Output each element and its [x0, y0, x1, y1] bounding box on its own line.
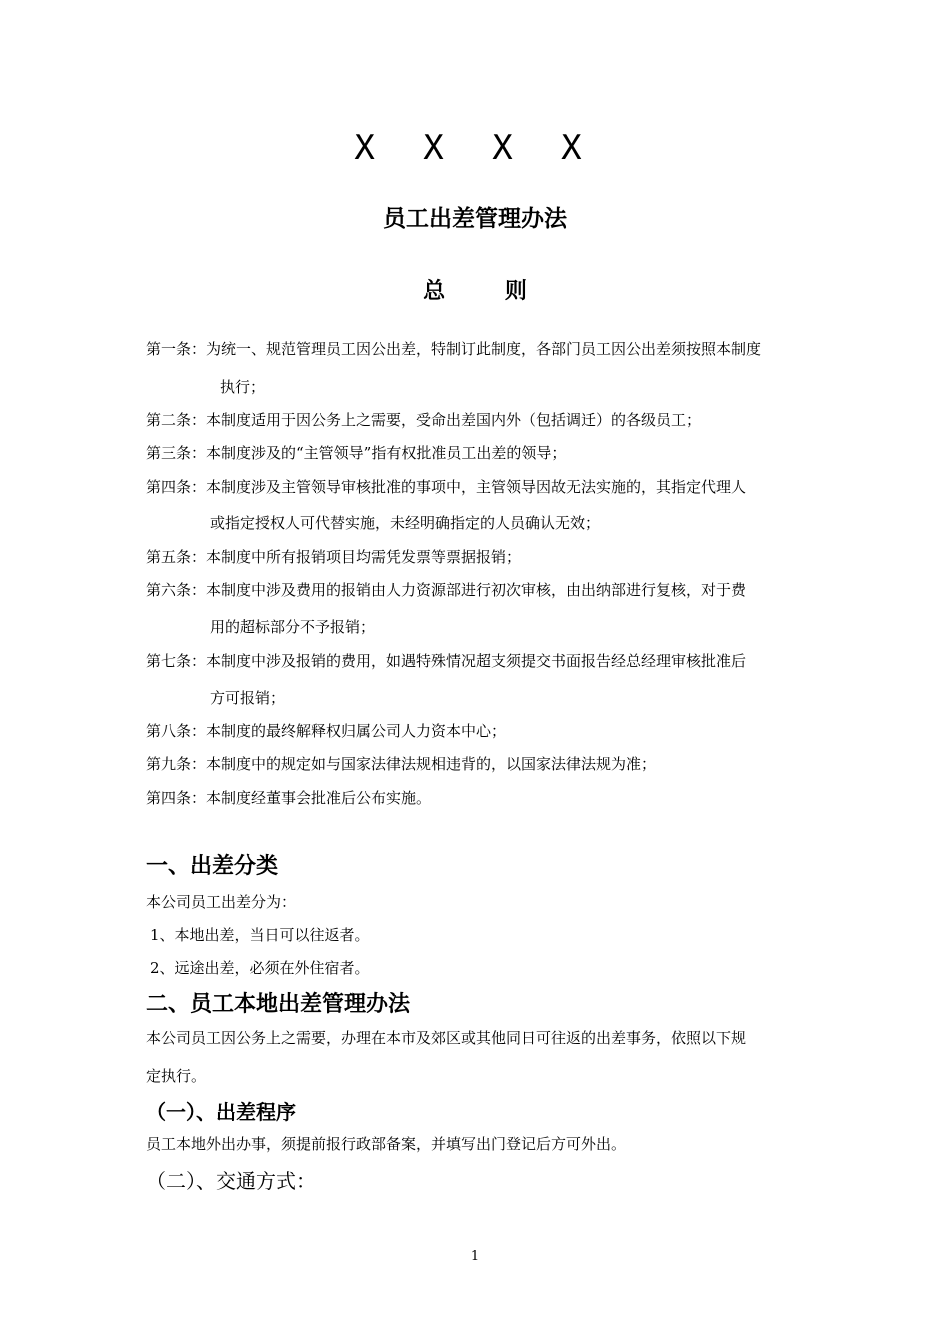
article-1-line2: 执行；	[220, 378, 266, 396]
article-7-line2: 方可报销；	[210, 689, 286, 707]
article-8: 第八条：本制度的最终解释权归属公司人力资本中心；	[146, 722, 507, 740]
page-number: 1	[470, 1249, 480, 1264]
chapter-title: 总 则	[423, 278, 553, 304]
article-2: 第二条：本制度适用于因公务上之需要，受命出差国内外（包括调迁）的各级员工；	[146, 411, 702, 429]
article-4-line1: 第四条：本制度涉及主管领导审核批准的事项中，主管领导因故无法实施的，其指定代理人	[146, 478, 747, 496]
article-7-line1: 第七条：本制度中涉及报销的费用，如遇特殊情况超支须提交书面报告经总经理审核批准后	[146, 652, 747, 670]
section-2-sub2-heading: （二）、交通方式：	[146, 1169, 316, 1193]
article-6-line1: 第六条：本制度中涉及费用的报销由人力资源部进行初次审核，由出纳部进行复核，对于费	[146, 581, 747, 599]
article-1-line1: 第一条：为统一、规范管理员工因公出差，特制订此制度，各部门员工因公出差须按照本制度	[146, 340, 762, 358]
article-9: 第九条：本制度中的规定如与国家法律法规相违背的，以国家法律法规为准；	[146, 755, 657, 773]
article-3: 第三条：本制度涉及的“主管领导”指有权批准员工出差的领导；	[146, 444, 567, 462]
article-10: 第四条：本制度经董事会批准后公布实施。	[146, 789, 432, 807]
section-1-item-2: 2、远途出差，必须在外住宿者。	[150, 959, 370, 977]
section-2-intro-line2: 定执行。	[146, 1067, 207, 1085]
section-2-intro-line1: 本公司员工因公务上之需要，办理在本市及郊区或其他同日可往返的出差事务，依照以下规	[146, 1029, 747, 1047]
company-name: X X X X	[354, 128, 596, 168]
article-5: 第五条：本制度中所有报销项目均需凭发票等票据报销；	[146, 548, 522, 566]
section-1-intro: 本公司员工出差分为：	[146, 893, 297, 911]
section-1-heading: 一、出差分类	[146, 853, 279, 879]
section-2-heading: 二、员工本地出差管理办法	[146, 991, 411, 1017]
section-2-sub1-heading: （一）、出差程序	[146, 1100, 296, 1124]
section-2-sub1-text: 员工本地外出办事，须提前报行政部备案，并填写出门登记后方可外出。	[146, 1135, 627, 1153]
document-title: 员工出差管理办法	[383, 205, 567, 232]
section-1-item-1: 1、本地出差，当日可以往返者。	[150, 926, 370, 944]
article-6-line2: 用的超标部分不予报销；	[210, 618, 376, 636]
article-4-line2: 或指定授权人可代替实施，未经明确指定的人员确认无效；	[210, 514, 601, 532]
